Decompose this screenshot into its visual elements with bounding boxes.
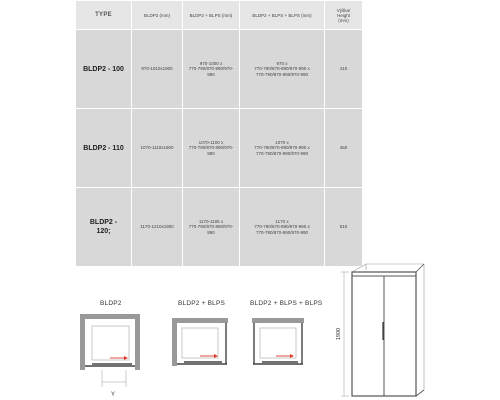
cell-line: 1070 x — [275, 139, 289, 145]
cell-line: 770-790/870-890/970-990 — [255, 229, 309, 235]
blps-cell — [183, 30, 240, 109]
diagram-label-bldp2: BLDP2 — [100, 300, 122, 307]
shower-tray — [260, 328, 296, 358]
cell-line: 1170-1195 x — [198, 218, 224, 224]
model-name: BLDP2 - 110 — [76, 109, 132, 188]
slide-arrow-head — [214, 354, 218, 358]
header-type: TYPE — [76, 1, 132, 30]
cell-line: 770-790/870-890/970-990 x — [254, 66, 310, 72]
header-height — [325, 1, 363, 30]
plan-bldp2-diagram — [80, 312, 160, 400]
model-name-line: BLDP2 - — [89, 219, 118, 226]
cell-line: 770-790/870-890/970-990 — [188, 224, 234, 235]
cell-line: 1070-1100 x — [198, 139, 224, 145]
header-height-line: Height — [336, 12, 350, 18]
cell-line: 770-790/870-890/970-990 — [188, 66, 234, 77]
cell-line: 970 x — [276, 60, 288, 66]
header-bldp2: BLDP2 (mm) — [132, 1, 183, 30]
cell-line: 770-790/870-890/970-990 x — [254, 145, 310, 151]
table-row — [76, 109, 363, 188]
enclosure-outline — [352, 264, 424, 396]
diagram-label-bldp2-blps: BLDP2 + BLPS — [178, 300, 226, 307]
table-row — [76, 30, 363, 109]
cell-line: 770-790/870-890/970-990 — [255, 150, 309, 156]
header-bldp2-blps: BLDP2 + BLPS (mm) — [183, 1, 240, 30]
height-cell: 460 — [325, 109, 363, 188]
plan-bldp2-blps-blps-diagram — [248, 312, 312, 376]
size-cell: 1070-1110x1900 — [132, 109, 183, 188]
table-header-row — [76, 1, 363, 30]
model-name — [76, 188, 132, 267]
model-name-line: 120; — [96, 228, 111, 235]
dimension-label: Y — [110, 392, 116, 398]
model-name: BLDP2 - 100 — [76, 30, 132, 109]
cell-line: 770-790/870-890/970-990 — [255, 71, 309, 77]
blps-blps-cell — [240, 109, 325, 188]
blps-blps-cell — [240, 30, 325, 109]
header-height-line: Výška/ — [336, 7, 351, 13]
header-bldp2-blps-blps: BLDP2 + BLPS + BLPS (mm) — [240, 1, 325, 30]
shower-tray — [92, 326, 129, 360]
slide-arrow-head — [290, 354, 294, 358]
height-cell: 410 — [325, 30, 363, 109]
cell-line: 1170 x — [275, 218, 289, 224]
cell-line: 770-790/870-890/970-990 — [188, 145, 234, 156]
wall-left — [172, 318, 177, 366]
blps-cell — [183, 188, 240, 267]
height-label: 1900 — [336, 327, 342, 341]
cell-line: 770-790/870-890/970-990 x — [254, 224, 310, 230]
height-cell: 510 — [325, 188, 363, 267]
wall-top — [172, 318, 228, 323]
wall-left — [80, 314, 85, 370]
plan-bldp2-blps-diagram — [170, 312, 234, 376]
slide-arrow-head — [124, 356, 128, 360]
size-cell: 1170-1210x1900 — [132, 188, 183, 267]
wall-top — [80, 314, 140, 319]
header-height-line: (mm) — [338, 17, 349, 23]
wall-right — [135, 314, 140, 370]
perspective-edge-bottom — [416, 390, 424, 396]
cell-line: 970-1000 x — [199, 60, 223, 66]
size-cell: 970-1010x1900 — [132, 30, 183, 109]
front-elevation-diagram — [336, 262, 436, 398]
diagram-label-bldp2-blps-blps: BLDP2 + BLPS + BLPS — [250, 300, 323, 307]
table-row — [76, 188, 363, 267]
spec-table — [75, 0, 363, 267]
blps-blps-cell — [240, 188, 325, 267]
perspective-edge-top — [416, 264, 424, 272]
shower-tray — [182, 328, 218, 358]
wall-top — [252, 318, 304, 323]
blps-cell — [183, 109, 240, 188]
